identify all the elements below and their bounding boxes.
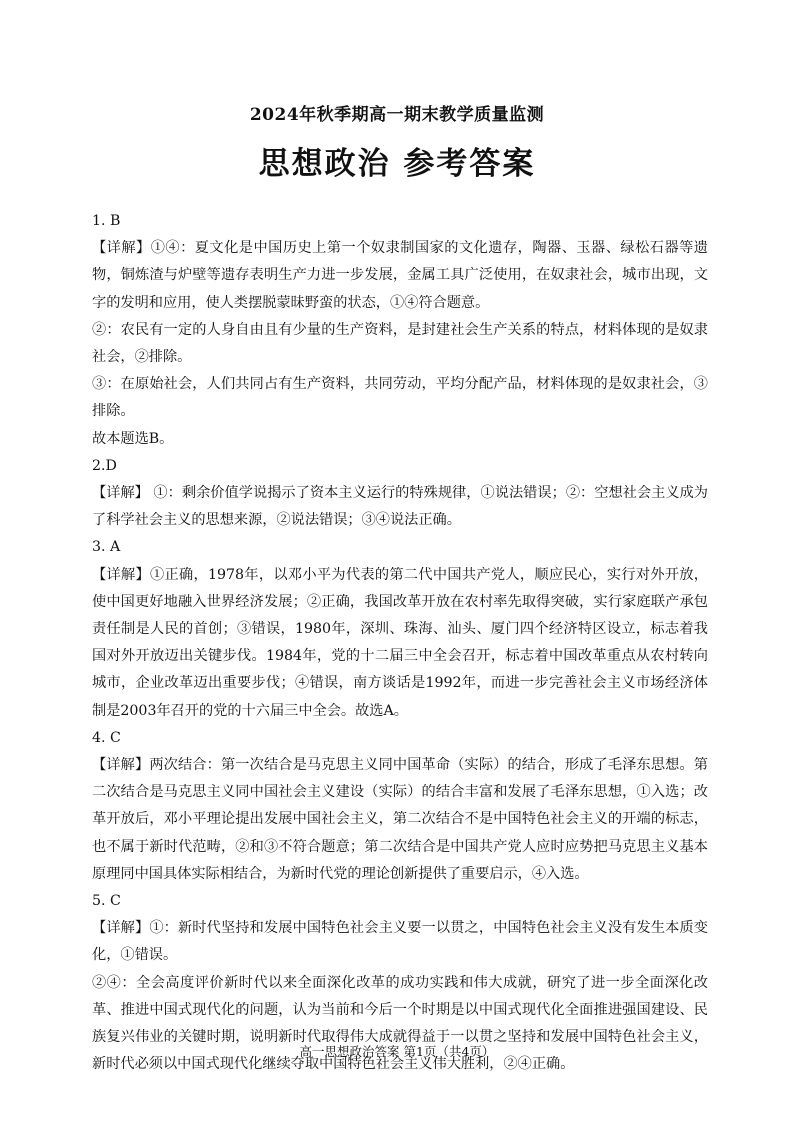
answer-explanation: ②：农民有一定的人身自由且有少量的生产资料，是封建社会生产关系的特点，材料体现的是奴隶社会，②排除。 bbox=[92, 321, 708, 366]
answer-explanation: 【详解】①：新时代坚持和发展中国特色社会主义要一以贯之，中国特色社会主义没有发生本质变化，①错误。 bbox=[92, 920, 708, 964]
answer-number: 1. B bbox=[92, 213, 121, 229]
answer-number: 5. C bbox=[92, 893, 121, 910]
answer-content bbox=[92, 208, 708, 1079]
answer-explanation: 【详解】两次结合：第一次结合是马克思主义同中国革命（实际）的结合，形成了毛泽东思想。第二次结合是马克思主义同中国社会主义建设（实际）的结合丰富和发展了毛泽东思想，①入选；改革开放后，邓小平理论提出发展中国社会主义，第二次结合不是中国特色社会主义的开端的标志，也不属于新时代范畴，②和③不符合题意；第二次结合是中国共产党人应时应势把马克思主义基本原理同中国具体实际相结合，为新时代党的理论创新提供了重要启示，④入选。 bbox=[92, 757, 708, 882]
answer-explanation: ③：在原始社会，人们共同占有生产资料，共同劳动，平均分配产品，材料体现的是奴隶社会，③排除。 bbox=[92, 376, 708, 420]
answer-number: 4. C bbox=[92, 729, 121, 746]
answer-conclusion: 故本题选B。 bbox=[92, 430, 174, 447]
answer-number: 3. A bbox=[92, 539, 121, 556]
answer-explanation: ②④：全会高度评价新时代以来全面深化改革的成功实践和伟大成就，研究了进一步全面深化改革、推进中国式现代化的问题，认为当前和今后一个时期是以中国式现代化全面推进强国建设、民族复兴伟业的关键时期，说明新时代取得伟大成就得益于一以贯之坚持和发展中国特色社会主义，新时代必须以中国式现代化继续夺取中国特色社会主义伟大胜利，②④正确。 bbox=[92, 974, 708, 1073]
exam-title: 2024年秋季期高一期末教学质量监测 bbox=[249, 105, 545, 125]
document-subtitle: 思想政治 参考答案 bbox=[258, 146, 536, 182]
answer-explanation: 【详解】①正确，1978年，以邓小平为代表的第二代中国共产党人，顺应民心，实行对外开放，使中国更好地融入世界经济发展；②正确，我国改革开放在农村率先取得突破，实行家庭联产承包责任制是人民的首创；③错误，1980年，深圳、珠海、汕头、厦门四个经济特区设立，标志着我国对外开放迈出关键步伐。1984年，党的十二届三中全会召开，标志着中国改革重点从农村转向城市，企业改革迈出重要步伐；④错误，南方谈话是1992年，而进一步完善社会主义市场经济体制是2003年召开的党的十六届三中全会。故选A。 bbox=[92, 566, 708, 719]
answer-explanation: 【详解】 ①：剩余价值学说揭示了资本主义运行的特殊规律，①说法错误；②：空想社会主义成为了科学社会主义的思想来源，②说法错误；③④说法正确。 bbox=[92, 485, 708, 529]
answer-explanation: 【详解】①④：夏文化是中国历史上第一个奴隶制国家的文化遗存，陶器、玉器、绿松石器等遗物，铜炼渣与炉壁等遗存表明生产力进一步发展，金属工具广泛使用，在奴隶社会，城市出现，文字的发明和应用，使人类摆脱蒙昧野蛮的状态，①④符合题意。 bbox=[92, 240, 708, 311]
answer-number: 2.D bbox=[92, 457, 117, 474]
page-footer: 高一思想政治答案 第1页（共4页） bbox=[299, 1044, 495, 1059]
